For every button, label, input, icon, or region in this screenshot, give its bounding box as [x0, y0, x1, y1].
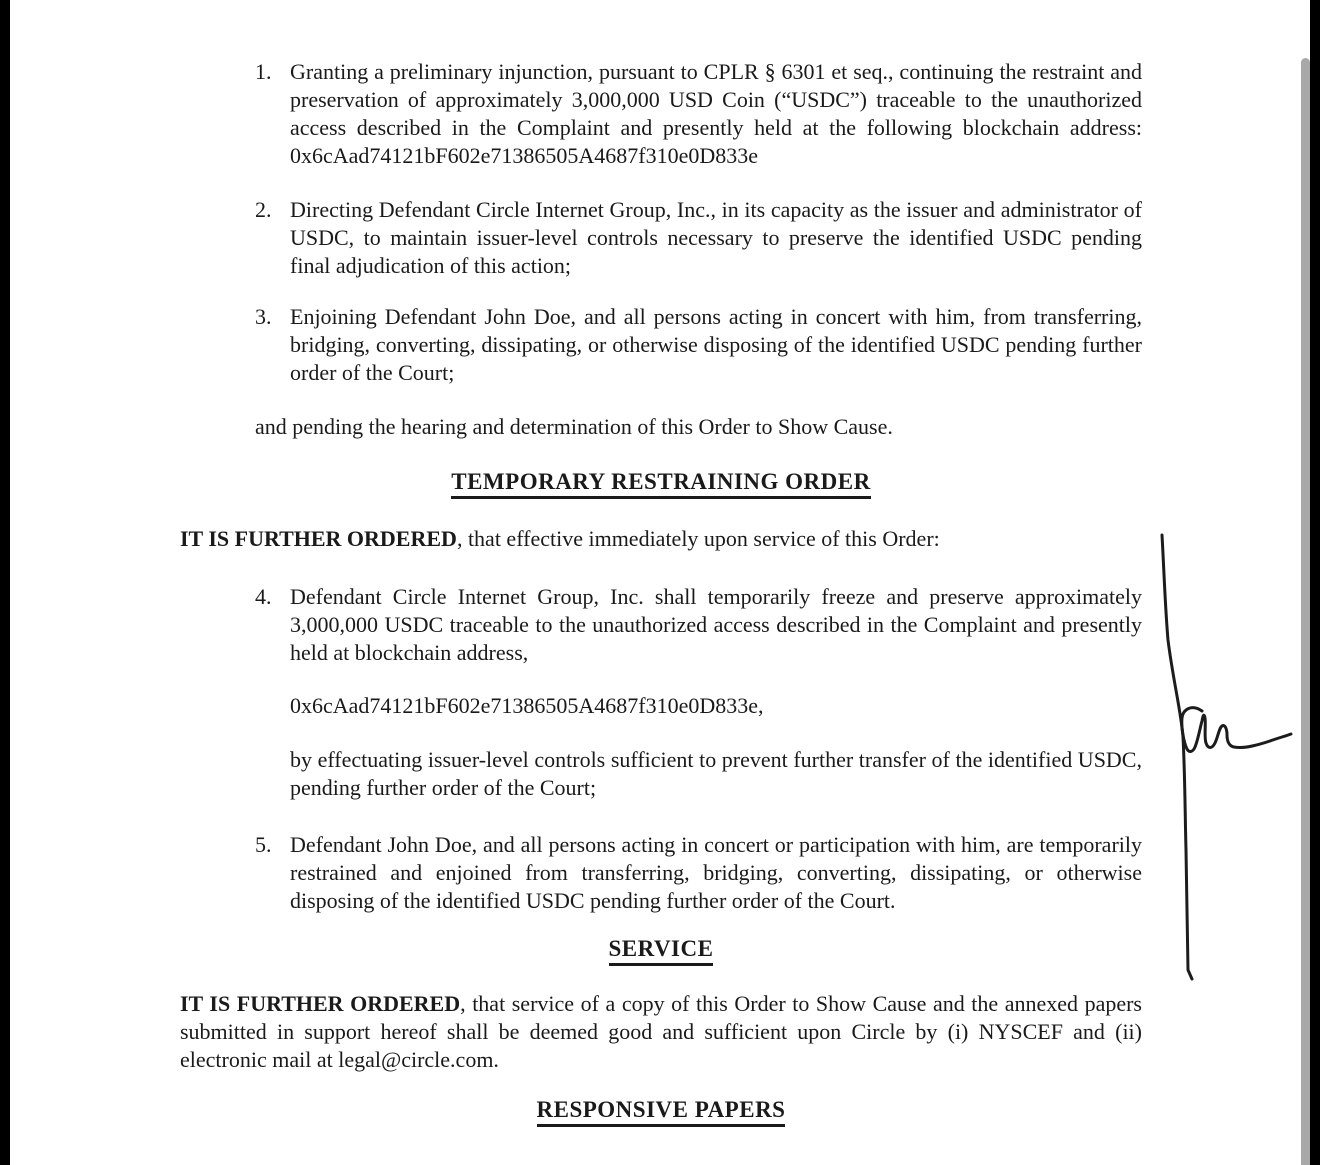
- service-paragraph-rest: , that service of a copy of this Order to Show Cause and the annexed papers submitted in support hereof shall be deemed good and sufficient upon Circle by (i) NYSCEF and (ii) electronic mail at legal@circle.com.: [180, 991, 1142, 1072]
- order-item-text: Directing Defendant Circle Internet Group, Inc., in its capacity as the issuer and administrator of USDC, to maintain issuer-level controls necessary to preserve the identified USDC pending final adjudication of this action;: [290, 197, 1142, 278]
- service-paragraph: [180, 990, 1142, 1074]
- order-item-text: Enjoining Defendant John Doe, and all persons acting in concert with him, from transferring, bridging, converting, dissipating, or otherwise disposing of the identified USDC pending further order of the Court;: [290, 304, 1142, 385]
- handwritten-initials: [1182, 708, 1291, 752]
- order-item-text: Granting a preliminary injunction, pursuant to CPLR § 6301 et seq., continuing the restraint and preservation of approximately 3,000,000 USD Coin (“USDC”) traceable to the unauthorized access described in the Complaint and presently held at the following blockchain address: 0x6cAad74121bF602e71386505A4687f310e0D833e: [290, 59, 1142, 168]
- pending-hearing-line: and pending the hearing and determination of this Order to Show Cause.: [255, 414, 893, 439]
- order-item-number: 2.: [255, 197, 272, 222]
- responsive-papers-heading: [180, 1096, 1142, 1124]
- order-item-5: [255, 831, 1142, 915]
- order-item-1: [255, 58, 1142, 170]
- blockchain-address-line: 0x6cAad74121bF602e71386505A4687f310e0D833e,: [290, 693, 764, 718]
- tro-heading-text: TEMPORARY RESTRAINING ORDER: [451, 469, 870, 499]
- order-item-4: [255, 583, 1142, 667]
- it-is-further-ordered-2: IT IS FURTHER ORDERED: [180, 991, 461, 1016]
- scrollbar-thumb[interactable]: [1301, 58, 1310, 1165]
- tro-intro-paragraph: [180, 525, 1142, 553]
- order-item-number: 1.: [255, 59, 272, 84]
- order-item-number: 4.: [255, 584, 272, 609]
- item4-continuation: by effectuating issuer-level controls sufficient to prevent further transfer of the identified USDC, pending further order of the Court;: [290, 747, 1142, 800]
- order-item-text: Defendant John Doe, and all persons acting in concert or participation with him, are temporarily restrained and enjoined from transferring, bridging, converting, dissipating, or otherwise disposing of the identified USDC pending further order of the Court.: [290, 832, 1142, 913]
- order-item-number: 3.: [255, 304, 272, 329]
- tro-heading: [180, 468, 1142, 496]
- right-edge-black-bar: [1310, 0, 1320, 1165]
- handwritten-vertical-line: [1162, 535, 1192, 979]
- order-item-3: [255, 303, 1142, 387]
- responsive-papers-heading-text: RESPONSIVE PAPERS: [537, 1097, 786, 1127]
- order-item-number: 5.: [255, 832, 272, 857]
- order-item-2: [255, 196, 1142, 280]
- handwritten-margin-mark: [1140, 515, 1320, 1005]
- order-item-text: Defendant Circle Internet Group, Inc. shall temporarily freeze and preserve approximately 3,000,000 USDC traceable to the unauthorized access described in the Complaint and presently held at blockchain address,: [290, 584, 1142, 665]
- tro-intro-rest: , that effective immediately upon service of this Order:: [456, 526, 940, 551]
- it-is-further-ordered-1: IT IS FURTHER ORDERED: [180, 526, 457, 551]
- service-heading: [180, 935, 1142, 963]
- left-edge-black-bar: [0, 0, 10, 1165]
- court-order-page: [180, 0, 1142, 1124]
- service-heading-text: SERVICE: [609, 936, 714, 966]
